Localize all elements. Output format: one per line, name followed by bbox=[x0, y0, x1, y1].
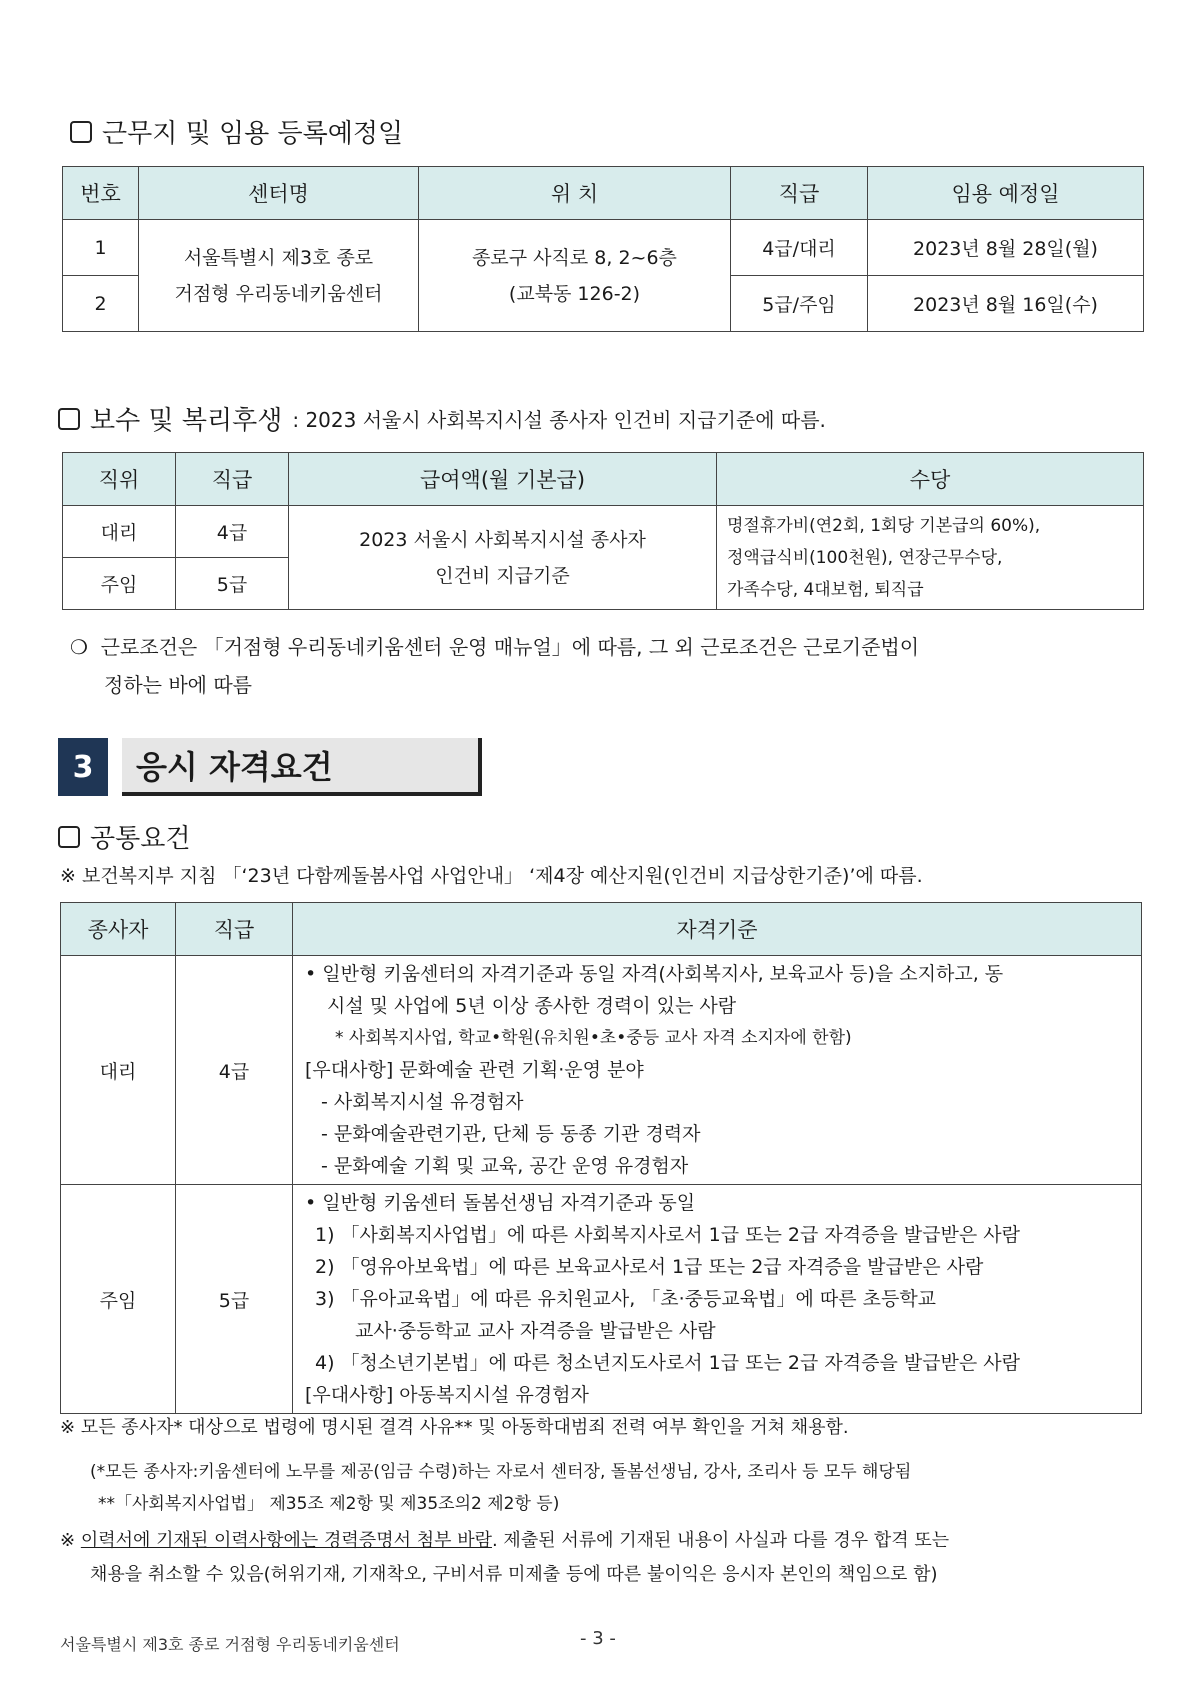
criteria-line: • 일반형 키움센터의 자격기준과 동일 자격(사회복지사, 보육교사 등)을 소지하고, 동 bbox=[305, 963, 1004, 985]
disqualification-note: ※ 모든 종사자* 대상으로 법령에 명시된 결격 사유** 및 아동학대범죄 전력 여부 확인을 거쳐 채용함. bbox=[60, 1417, 849, 1438]
row-no: 1 bbox=[63, 220, 139, 276]
checkbox-square-icon bbox=[70, 121, 92, 143]
qualification-table bbox=[60, 902, 1142, 1414]
center-name-cell bbox=[139, 220, 419, 332]
note-line: 채용을 취소할 수 있음(허위기재, 기재착오, 구비서류 미제출 등에 따른 불이익은 응시자 본인의 책임으로 함) bbox=[90, 1564, 938, 1585]
header-date: 임용 예정일 bbox=[868, 167, 1144, 220]
row-date: 2023년 8월 16일(수) bbox=[868, 276, 1144, 332]
criteria-line: * 사회복지사업, 학교•학원(유치원•초•중등 교사 자격 소지자에 한함) bbox=[335, 1028, 852, 1048]
criteria-line: 시설 및 사업에 5년 이상 종사한 경력이 있는 사람 bbox=[327, 995, 737, 1017]
note-line: 근로조건은 「거점형 우리동네키움센터 운영 매뉴얼」에 따름, 그 외 근로조건은 근로기준법이 bbox=[100, 635, 920, 659]
section-number: 3 bbox=[58, 738, 108, 796]
header-grade: 직급 bbox=[731, 167, 868, 220]
center-name-line: 거점형 우리동네키움센터 bbox=[174, 282, 383, 305]
location-line: 종로구 사직로 8, 2~6층 bbox=[472, 246, 677, 269]
row-position: 대리 bbox=[61, 956, 176, 1185]
row-grade: 4급 bbox=[176, 506, 289, 558]
table-row bbox=[63, 506, 1144, 558]
checkbox-square-icon bbox=[58, 408, 80, 430]
section-title: 응시 자격요건 bbox=[122, 738, 482, 796]
checkbox-square-icon bbox=[58, 826, 80, 848]
salary-header-row bbox=[63, 453, 1144, 506]
table-row bbox=[61, 956, 1142, 1185]
row-grade: 5급 bbox=[176, 558, 289, 610]
criteria-line: 2) 「영유아보육법」에 따른 보육교사로서 1급 또는 2급 자격증을 발급받은 사람 bbox=[315, 1256, 984, 1278]
note-mark: ※ bbox=[60, 1530, 76, 1551]
row-position: 주임 bbox=[63, 558, 176, 610]
allowance-line: 정액급식비(100천원), 연장근무수당, bbox=[727, 547, 1003, 568]
criteria-cell bbox=[293, 1185, 1142, 1414]
criteria-line: • 일반형 키움센터 돌봄선생님 자격기준과 동일 bbox=[305, 1192, 696, 1214]
criteria-line: [우대사항] 문화예술 관련 기획·운영 분야 bbox=[305, 1059, 644, 1081]
header-grade: 직급 bbox=[176, 903, 293, 956]
underlined-note: 이력서에 기재된 이력사항에는 경력증명서 첨부 바람 bbox=[80, 1530, 492, 1551]
salary-desc: : 2023 서울시 사회복지시설 종사자 인건비 지급기준에 따름. bbox=[292, 408, 826, 432]
workplace-title: 근무지 및 임용 등록예정일 bbox=[102, 119, 404, 149]
salary-table bbox=[62, 452, 1144, 610]
salary-line: 2023 서울시 사회복지시설 종사자 bbox=[359, 528, 646, 551]
footnote-line: (*모든 종사자:키움센터에 노무를 제공(임금 수령)하는 자로서 센터장, 돌봄선생님, 강사, 조리사 등 모두 해당됨 bbox=[90, 1462, 912, 1482]
header-grade: 직급 bbox=[176, 453, 289, 506]
criteria-cell bbox=[293, 956, 1142, 1185]
header-allowance: 수당 bbox=[717, 453, 1144, 506]
common-req-title: 공통요건 bbox=[90, 824, 191, 854]
header-no: 번호 bbox=[63, 167, 139, 220]
row-no: 2 bbox=[63, 276, 139, 332]
salary-heading bbox=[58, 400, 826, 437]
location-line: (교북동 126-2) bbox=[508, 282, 641, 305]
salary-title: 보수 및 복리후생 bbox=[90, 406, 283, 436]
salary-cell bbox=[289, 506, 717, 610]
footer-center-name: 서울특별시 제3호 종로 거점형 우리동네키움센터 bbox=[60, 1635, 400, 1654]
allowance-line: 가족수당, 4대보험, 퇴직급 bbox=[727, 579, 924, 600]
qual-header-row bbox=[61, 903, 1142, 956]
page-number: - 3 - bbox=[580, 1628, 616, 1649]
row-grade: 4급/대리 bbox=[731, 220, 868, 276]
common-req-heading bbox=[58, 818, 190, 855]
table-row bbox=[63, 220, 1144, 276]
workplace-table bbox=[62, 166, 1144, 332]
workplace-heading bbox=[70, 113, 403, 150]
note-line: 정하는 바에 따름 bbox=[104, 673, 252, 697]
row-grade: 5급/주임 bbox=[731, 276, 868, 332]
header-location: 위 치 bbox=[419, 167, 731, 220]
table-row bbox=[61, 1185, 1142, 1414]
work-condition-note bbox=[70, 628, 919, 704]
criteria-line: - 사회복지시설 유경험자 bbox=[321, 1091, 524, 1113]
criteria-line: - 문화예술 기획 및 교육, 공간 운영 유경험자 bbox=[321, 1155, 689, 1177]
row-grade: 5급 bbox=[176, 1185, 293, 1414]
row-date: 2023년 8월 28일(월) bbox=[868, 220, 1144, 276]
header-position: 직위 bbox=[63, 453, 176, 506]
section3-header bbox=[58, 738, 482, 796]
row-grade: 4급 bbox=[176, 956, 293, 1185]
allowance-cell bbox=[717, 506, 1144, 610]
criteria-line: 1) 「사회복지사업법」에 따른 사회복지사로서 1급 또는 2급 자격증을 발급받은 사람 bbox=[315, 1224, 1021, 1246]
allowance-line: 명절휴가비(연2회, 1회당 기본급의 60%), bbox=[727, 515, 1041, 536]
footnote-line: **「사회복지사업법」 제35조 제2항 및 제35조의2 제2항 등) bbox=[98, 1494, 560, 1514]
location-cell bbox=[419, 220, 731, 332]
row-position: 주임 bbox=[61, 1185, 176, 1414]
note-rest: . 제출된 서류에 기재된 내용이 사실과 다를 경우 합격 또는 bbox=[491, 1530, 950, 1551]
header-salary: 급여액(월 기본급) bbox=[289, 453, 717, 506]
criteria-line: - 문화예술관련기관, 단체 등 동종 기관 경력자 bbox=[321, 1123, 701, 1145]
workplace-header-row bbox=[63, 167, 1144, 220]
criteria-line: [우대사항] 아동복지시설 유경험자 bbox=[305, 1384, 589, 1406]
center-name-line: 서울특별시 제3호 종로 bbox=[183, 246, 374, 269]
criteria-line: 4) 「청소년기본법」에 따른 청소년지도사로서 1급 또는 2급 자격증을 발급받은 사람 bbox=[315, 1352, 1021, 1374]
salary-line: 인건비 지급기준 bbox=[435, 564, 570, 587]
header-criteria: 자격기준 bbox=[293, 903, 1142, 956]
criteria-line: 3) 「유아교육법」에 따른 유치원교사, 「초·중등교육법」에 따른 초등학교 bbox=[315, 1288, 937, 1310]
header-staff: 종사자 bbox=[61, 903, 176, 956]
row-position: 대리 bbox=[63, 506, 176, 558]
circle-bullet-icon: ❍ bbox=[70, 635, 88, 659]
header-center: 센터명 bbox=[139, 167, 419, 220]
criteria-line: 교사·중등학교 교사 자격증을 발급받은 사람 bbox=[355, 1320, 716, 1342]
document-note bbox=[60, 1524, 949, 1592]
reference-note: ※ 보건복지부 지침 「‘23년 다함께돌봄사업 사업안내」 ‘제4장 예산지원(인건비 지급상한기준)’에 따름. bbox=[60, 865, 923, 887]
